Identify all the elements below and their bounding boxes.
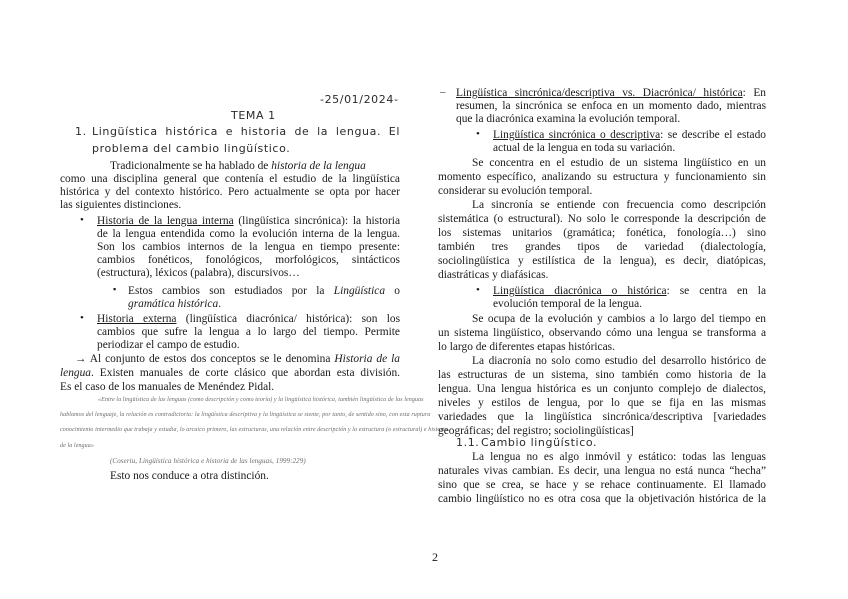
right-dash-line2: resumen, la sincrónica se enfoca en un momento dado, mientras xyxy=(456,100,766,112)
quote-line1: «Entre la lingüística de las lenguas (como descripción y como teoría) y la lingüística histórica, también lingüística de las lenguas xyxy=(98,397,424,403)
left-last-line: Esto nos conduce a otra distinción. xyxy=(110,470,269,482)
left-b2-line3: periodizar el campo de estudio. xyxy=(97,339,240,351)
right-p4-line4: niveles y estilos de lengua, por lo que se fija en las mismas xyxy=(438,397,766,409)
left-b2-line2: cambios que sufre la lengua a lo largo del tiempo. Permite xyxy=(97,326,400,338)
left-sb1-line1: Estos cambios son estudiados por la Lingüística o xyxy=(128,285,401,297)
bullet-dash: – xyxy=(440,86,446,98)
right-p4-line2: las estructuras de un sistema, sino también como historia de la xyxy=(438,369,766,381)
bullet-round: • xyxy=(80,312,84,324)
right-p4-line6: geográficas; del registro; sociolingüísticas] xyxy=(438,425,634,437)
right-sb1-line2: actual de la lengua en toda su variación. xyxy=(493,142,676,154)
left-b1-line5: (estructura), léxicos (palabra), discursivos… xyxy=(97,267,300,279)
page-number: 2 xyxy=(432,550,438,564)
left-p1-line2: como una disciplina general que contenía el estudio de la lingüística xyxy=(60,173,400,185)
left-b1-line1: Historia de la lengua interna (lingüística sincrónica): la historia xyxy=(97,215,400,227)
subsection-title: Cambio lingüístico. xyxy=(481,436,598,449)
right-p2-line4: también tres grandes tipos de variedad (dialectología, xyxy=(438,241,766,253)
right-p5-line4: cambio lingüístico no es otra cosa que la objetivación histórica de la xyxy=(438,493,766,505)
left-b1-line3: Son los cambios internos de la lengua en tiempo presente: xyxy=(97,241,400,253)
right-sb2-line1: Lingüística diacrónica o histórica: se centra en la xyxy=(493,285,766,297)
left-sb1-line2: gramática histórica. xyxy=(128,298,222,310)
tema-heading: TEMA 1 xyxy=(231,109,276,122)
right-p2-line1: La sincronía se entiende con frecuencia como descripción xyxy=(472,199,766,211)
left-arrow-line1: → Al conjunto de estos dos conceptos se le denomina Historia de la xyxy=(75,353,400,365)
right-p2-line6: diastráticas y diafásicas. xyxy=(438,269,549,281)
left-arrow-line2: lengua. Existen manuales de corte clásico que abordan esta división. xyxy=(60,367,400,379)
right-p3-line1: Se ocupa de la evolución y cambios a lo largo del tiempo en xyxy=(472,313,766,325)
bullet-square: ▪ xyxy=(113,284,117,294)
right-p4-line5: variedades que la lingüística sincrónica/descriptiva [variedades xyxy=(438,411,766,423)
section-number: 1. xyxy=(75,125,87,138)
right-sb1-line1: Lingüística sincrónica o descriptiva: se describe el estado xyxy=(493,129,766,141)
quote-line2: hablamos del lenguaje, la relación es contradictoria: la lingüística descriptiva y la lingüística se siente, por tanto, de sentido sino, con esta ruptura xyxy=(60,412,431,418)
quote-citation: (Coseriu, Lingüística histórica e historia de las lenguas, 1999:229) xyxy=(110,457,306,465)
section-title-line1: Lingüística histórica e historia de la lengua. El xyxy=(92,125,400,138)
right-sb2-line2: evolución temporal de la lengua. xyxy=(493,298,642,310)
left-p1-line4: las siguientes distinciones. xyxy=(60,199,182,211)
left-p1-line1: Tradicionalmente se ha hablado de historia de la lengua xyxy=(110,160,366,172)
subsection-number: 1.1. xyxy=(456,436,480,449)
bullet-round: • xyxy=(80,214,84,226)
left-b1-line4: cambios fonéticos, fonológicos, morfológicos, sintácticos xyxy=(97,254,400,266)
bullet-round: • xyxy=(476,284,480,296)
right-p2-line2: sistemática (o estructural). No solo le corresponde la descripción de xyxy=(438,213,766,225)
quote-line3: conocimiento intermedio que trabaja y estudia, lo arcaico primero, las estructuras, una relación entre descripción y la estructura (o estructural) e historia xyxy=(60,427,448,433)
right-dash-line1: Lingüística sincrónica/descriptiva vs. Diacrónica/ histórica: En xyxy=(456,87,766,99)
right-p4-line1: La diacronía no solo como estudio del desarrollo histórico de xyxy=(472,355,766,367)
right-dash-line3: que la diacrónica examina la evolución temporal. xyxy=(456,113,681,125)
left-p1-line3: histórica y del contexto histórico. Pero actualmente se opta por hacer xyxy=(60,186,400,198)
left-arrow-line3: Es el caso de los manuales de Menéndez Pidal. xyxy=(60,381,275,393)
right-p1-line1: Se concentra en el estudio de un sistema lingüístico en un xyxy=(472,157,766,169)
right-p3-line3: lo largo de diferentes etapas históricas. xyxy=(438,341,615,353)
right-p5-line3: sino que se crea, se hace y se rehace continuamente. El llamado xyxy=(438,479,766,491)
right-p2-line3: los sistemas unitarios (gramática; fonética, fonología…) sino xyxy=(438,227,766,239)
right-p3-line2: un sistema lingüístico, observando cómo una lengua se transforma a xyxy=(438,327,766,339)
left-b2-line1: Historia externa (lingüística diacrónica/ histórica): son los xyxy=(97,313,400,325)
right-p2-line5: sociolingüística y estilística de la lengua), es decir, diatópicas, xyxy=(438,255,766,267)
left-b1-line2: de la lengua entendida como la evolución interna de la lengua. xyxy=(97,228,400,240)
right-p5-line2: naturales vivas cambian. Es decir, una lengua no está nunca “hecha” xyxy=(438,465,766,477)
section-title-line2: problema del cambio lingüístico. xyxy=(92,142,291,155)
right-p5-line1: La lengua no es algo inmóvil y estático: todas las lenguas xyxy=(472,451,766,463)
quote-line4: de la lengua» xyxy=(60,443,94,449)
right-p4-line3: lengua. Una lengua histórica es un conjunto complejo de dialectos, xyxy=(438,383,766,395)
bullet-round: • xyxy=(476,128,480,140)
right-p1-line3: considerar su evolución temporal. xyxy=(438,185,593,197)
right-p1-line2: momento específico, analizando su estructura y funcionamiento sin xyxy=(438,171,766,183)
date: -25/01/2024- xyxy=(320,93,399,106)
